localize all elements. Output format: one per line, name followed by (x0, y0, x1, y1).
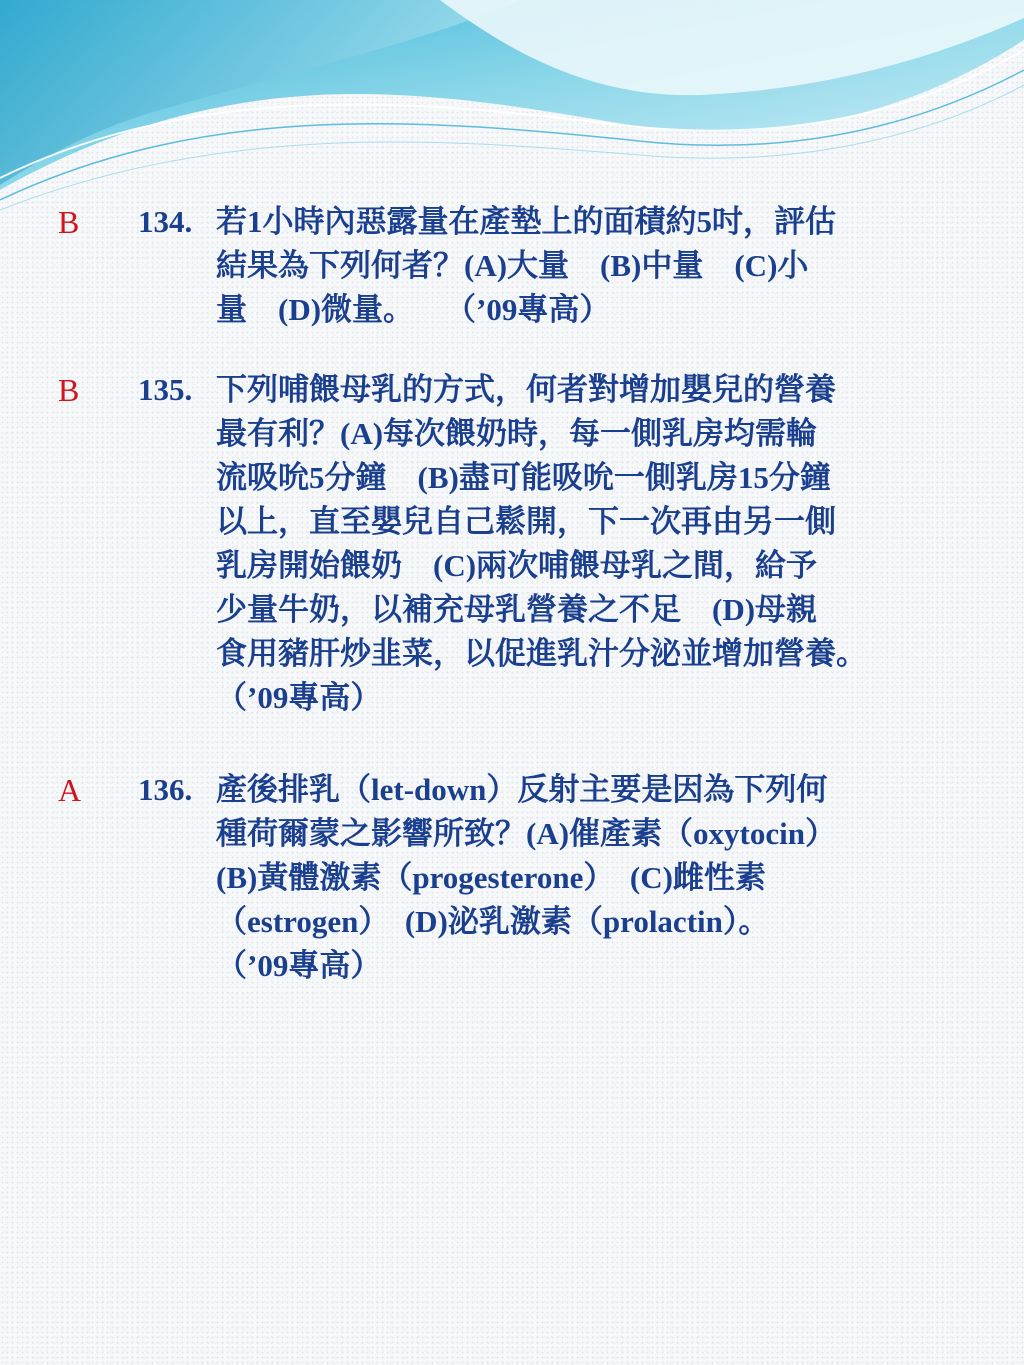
answer-key: B (58, 372, 80, 408)
question-line: 下列哺餵母乳的方式，何者對增加嬰兒的營養 (216, 372, 836, 407)
question-line: 產後排乳（let-down）反射主要是因為下列何 (216, 772, 828, 807)
question-line: 結果為下列何者？(A)大量 (B)中量 (C)小 (216, 248, 809, 283)
question-text (216, 368, 1006, 720)
question-number: 134. (138, 204, 193, 239)
question-text (216, 200, 1006, 332)
question-text (216, 768, 1006, 988)
question-line: 最有利？(A)每次餵奶時，每一側乳房均需輪 (216, 416, 818, 451)
header-wave-decoration (0, 0, 1024, 230)
question-line: 流吸吮5分鐘 (B)盡可能吸吮一側乳房15分鐘 (216, 460, 831, 495)
question-line: 食用豬肝炒韭菜，以促進乳汁分泌並增加營養。 (216, 636, 867, 671)
question-line: (B)黃體激素（progesterone） (C)雌性素 (216, 860, 766, 895)
question-number: 135. (138, 372, 193, 407)
question-line: （’09專高） (216, 680, 382, 715)
question-line: 量 (D)微量。 （’09專高） (216, 292, 611, 327)
answer-key: B (58, 204, 80, 240)
question-line: 種荷爾蒙之影響所致？(A)催產素（oxytocin） (216, 816, 836, 851)
question-line: 以上，直至嬰兒自己鬆開，下一次再由另一側 (216, 504, 836, 539)
question-line: 乳房開始餵奶 (C)兩次哺餵母乳之間，給予 (216, 548, 818, 583)
answer-key: A (58, 772, 82, 808)
question-number: 136. (138, 772, 193, 807)
question-line: （estrogen） (D)泌乳激素（prolactin）。 (216, 904, 770, 939)
question-line: （’09專高） (216, 948, 382, 983)
question-line: 少量牛奶，以補充母乳營養之不足 (D)母親 (216, 592, 818, 627)
question-line: 若1小時內惡露量在產墊上的面積約5吋，評估 (216, 204, 836, 239)
